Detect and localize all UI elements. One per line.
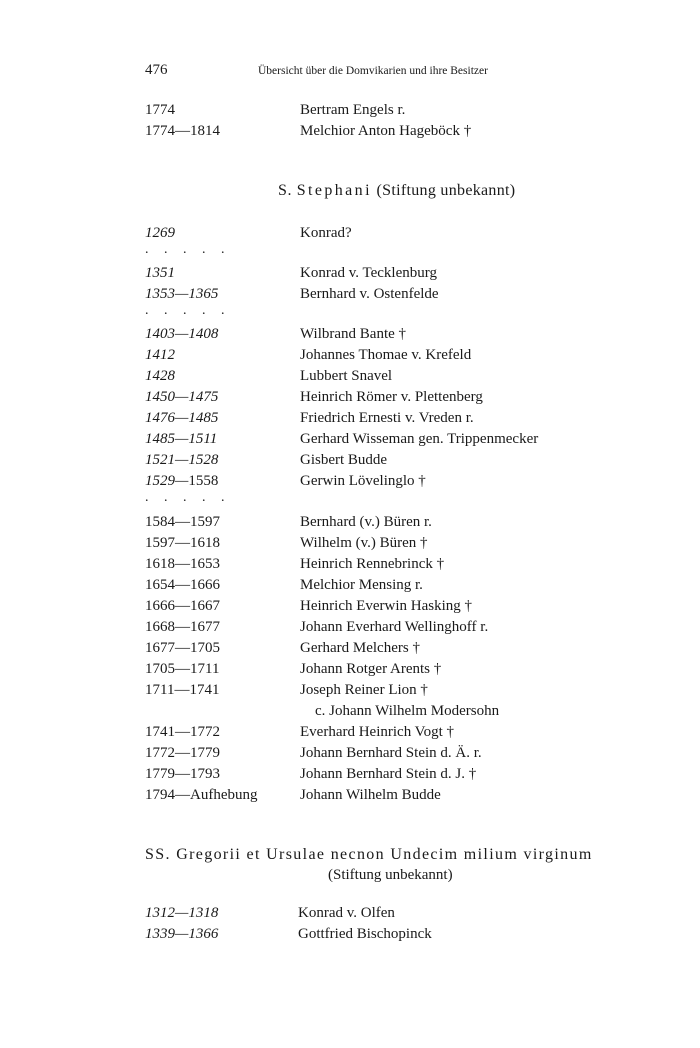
entry-date: 1312—1318 — [145, 905, 219, 921]
entry-name: Bernhard v. Ostenfelde — [300, 286, 439, 302]
entry-date: 1741—1772 — [145, 724, 220, 740]
entry-name: Gottfried Bischopinck — [298, 926, 432, 942]
entry-date: 1339—1366 — [145, 926, 219, 942]
entry-date: 1351 — [145, 265, 175, 281]
entry-date: 1654—1666 — [145, 577, 220, 593]
entry-name: Friedrich Ernesti v. Vreden r. — [300, 410, 474, 426]
entry-name: Johann Wilhelm Budde — [300, 787, 441, 803]
entry-note: c. Johann Wilhelm Modersohn — [315, 703, 500, 719]
entry-date: 1476—1485 — [145, 410, 219, 426]
section-subheading-gregorii: (Stiftung unbekannt) — [328, 867, 453, 883]
entry-name: Johannes Thomae v. Krefeld — [300, 347, 472, 363]
entry-date-italic: 1529— — [145, 473, 189, 489]
entry-name: Konrad v. Olfen — [298, 905, 395, 921]
section-heading-gregorii: SS. Gregorii et Ursulae necnon Undecim milium virginum — [145, 846, 593, 863]
entry-name: Gerhard Wisseman gen. Trippenmecker — [300, 431, 539, 447]
entry-name: Gerwin Lövelinglo † — [300, 473, 426, 489]
entry-date: 1428 — [145, 368, 175, 384]
ellipsis-gap: . . . . . — [145, 490, 231, 505]
entry-date: 1353—1365 — [145, 286, 219, 302]
entry-date: 1668—1677 — [145, 619, 220, 635]
running-title: Übersicht über die Domvikarien und ihre Besitzer — [258, 65, 488, 77]
entry-date: 1485—1511 — [145, 431, 218, 447]
entry-date: 1711—1741 — [145, 682, 220, 698]
entry-date: 1794—Aufhebung — [145, 787, 258, 803]
entry-name: Wilbrand Bante † — [300, 326, 407, 342]
entry-date: 1584—1597 — [145, 514, 220, 530]
entry-name: Wilhelm (v.) Büren † — [300, 535, 428, 551]
entry-name: Bertram Engels r. — [300, 102, 406, 118]
entry-name: Heinrich Römer v. Plettenberg — [300, 389, 483, 405]
heading-spaced: Stephani — [296, 182, 372, 199]
entry-date: 1705—1711 — [145, 661, 220, 677]
entry-name: Joseph Reiner Lion † — [300, 682, 428, 698]
entry-date-roman: 1558 — [188, 473, 219, 489]
entry-date: 1412 — [145, 347, 175, 363]
entry-date: 1779—1793 — [145, 766, 220, 782]
entry-date: 1772—1779 — [145, 745, 220, 761]
entry-date: 1597—1618 — [145, 535, 220, 551]
entry-date: 1774—1814 — [145, 123, 220, 139]
entry-name: Johann Rotger Arents † — [300, 661, 442, 677]
entry-name: Konrad v. Tecklenburg — [300, 265, 437, 281]
entry-name: Everhard Heinrich Vogt † — [300, 724, 454, 740]
entry-date: 1677—1705 — [145, 640, 220, 656]
entry-date: 1269 — [145, 225, 175, 241]
entry-date: 1450—1475 — [145, 389, 219, 405]
entry-name: Bernhard (v.) Büren r. — [300, 514, 432, 530]
entry-date — [145, 473, 218, 490]
page-number: 476 — [145, 62, 168, 78]
entry-date: 1774 — [145, 102, 175, 118]
heading-suffix: (Stiftung unbekannt) — [376, 182, 516, 199]
ellipsis-gap: . . . . . — [145, 303, 231, 318]
entry-name: Konrad? — [300, 225, 352, 241]
entry-name: Johann Everhard Wellinghoff r. — [300, 619, 489, 635]
entry-date: 1666—1667 — [145, 598, 220, 614]
entry-name: Melchior Mensing r. — [300, 577, 423, 593]
entry-name: Heinrich Rennebrinck † — [300, 556, 445, 572]
entry-name: Lubbert Snavel — [300, 368, 393, 384]
entry-name: Gerhard Melchers † — [300, 640, 420, 656]
entry-name: Heinrich Everwin Hasking † — [300, 598, 473, 614]
entry-name: Johann Bernhard Stein d. Ä. r. — [300, 745, 482, 761]
entry-name: Johann Bernhard Stein d. J. † — [300, 766, 477, 782]
entry-date: 1618—1653 — [145, 556, 220, 572]
entry-name: Melchior Anton Hageböck † — [300, 123, 472, 139]
entry-name: Gisbert Budde — [300, 452, 388, 468]
section-heading-stephani — [278, 182, 515, 200]
entry-date: 1521—1528 — [145, 452, 219, 468]
entry-date: 1403—1408 — [145, 326, 219, 342]
ellipsis-gap: . . . . . — [145, 242, 231, 257]
heading-prefix: S. — [278, 182, 293, 199]
